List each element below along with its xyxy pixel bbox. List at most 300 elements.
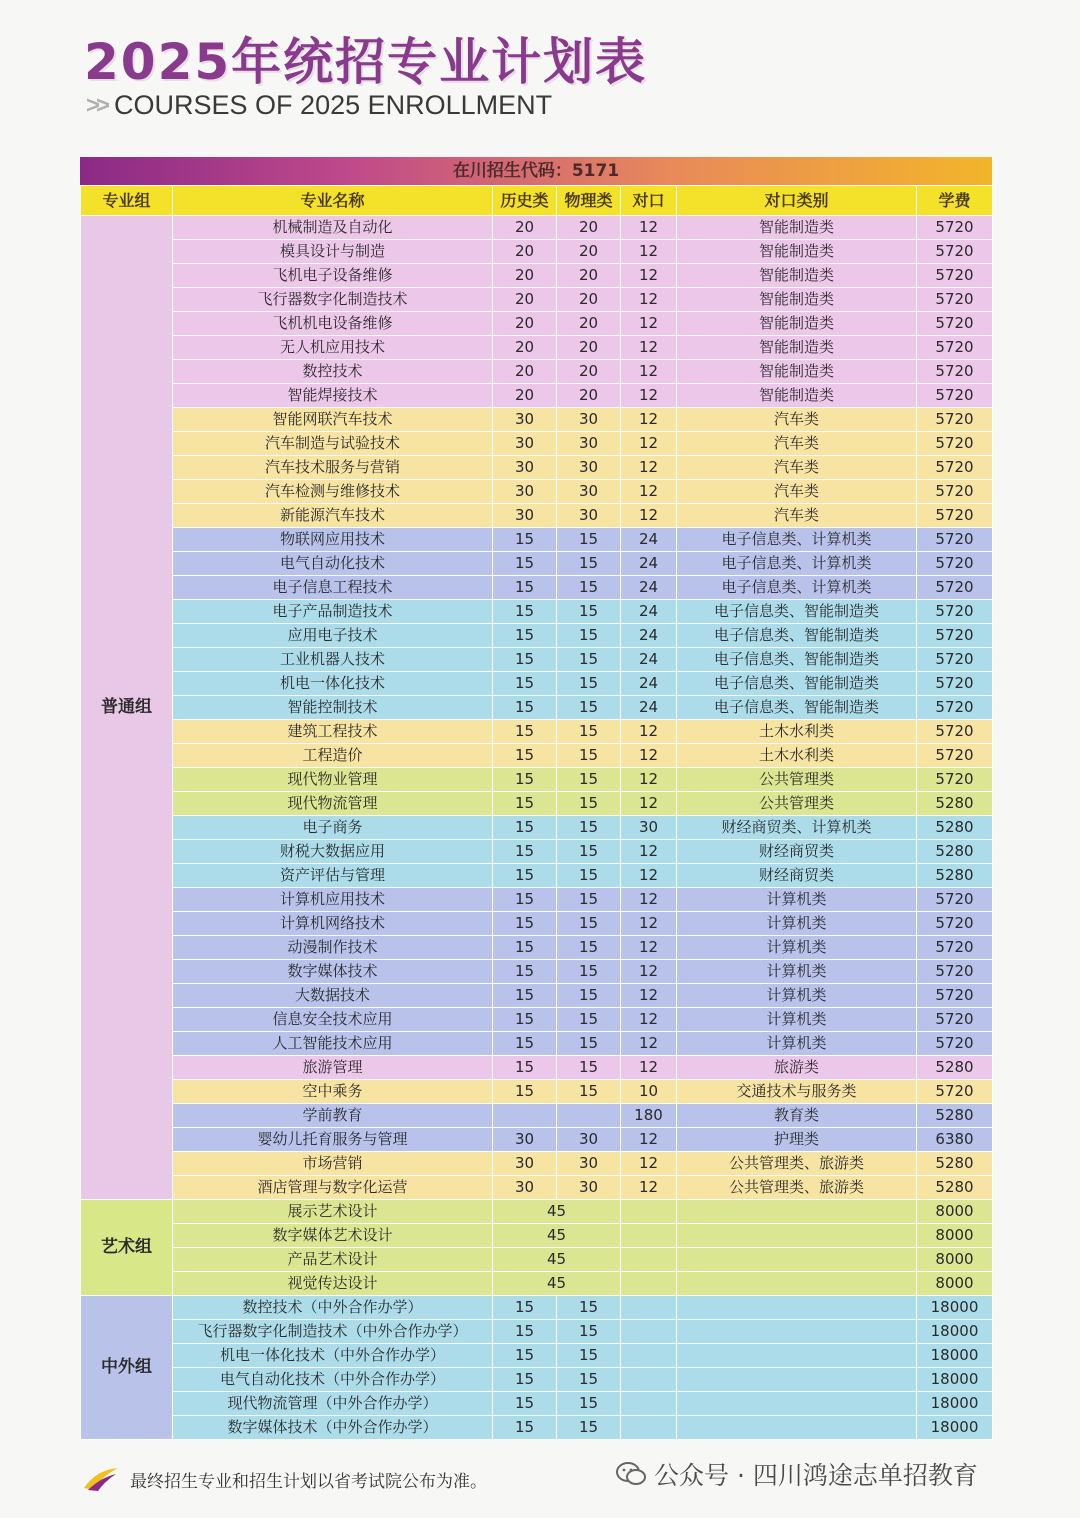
category-cell bbox=[677, 1320, 917, 1344]
history-quota-cell: 15 bbox=[493, 888, 557, 912]
duikou-cell: 24 bbox=[621, 696, 677, 720]
table-row bbox=[81, 864, 993, 888]
table-row bbox=[81, 504, 993, 528]
duikou-cell: 12 bbox=[621, 216, 677, 240]
physics-quota-cell: 15 bbox=[557, 576, 621, 600]
code-label: 在川招生代码： bbox=[452, 161, 572, 181]
category-cell: 交通技术与服务类 bbox=[677, 1080, 917, 1104]
physics-quota-cell: 20 bbox=[557, 336, 621, 360]
physics-quota-cell: 30 bbox=[557, 1128, 621, 1152]
duikou-cell: 12 bbox=[621, 936, 677, 960]
history-quota-cell: 15 bbox=[493, 816, 557, 840]
table-row bbox=[81, 312, 993, 336]
physics-quota-cell: 15 bbox=[557, 624, 621, 648]
history-quota-cell: 20 bbox=[493, 264, 557, 288]
major-name-cell: 飞机机电设备维修 bbox=[173, 312, 493, 336]
physics-quota-cell: 15 bbox=[557, 840, 621, 864]
physics-quota-cell: 20 bbox=[557, 384, 621, 408]
table-row bbox=[81, 1416, 993, 1440]
category-cell: 智能制造类 bbox=[677, 336, 917, 360]
major-name-cell: 模具设计与制造 bbox=[173, 240, 493, 264]
table-row bbox=[81, 1392, 993, 1416]
major-name-cell: 数字媒体技术（中外合作办学） bbox=[173, 1416, 493, 1440]
duikou-cell: 12 bbox=[621, 744, 677, 768]
fee-cell: 18000 bbox=[917, 1392, 993, 1416]
table-row bbox=[81, 648, 993, 672]
category-cell: 财经商贸类 bbox=[677, 840, 917, 864]
table-row bbox=[81, 1224, 993, 1248]
table-row bbox=[81, 1152, 993, 1176]
table-row bbox=[81, 480, 993, 504]
major-name-cell: 婴幼儿托育服务与管理 bbox=[173, 1128, 493, 1152]
category-cell: 公共管理类 bbox=[677, 792, 917, 816]
table-row bbox=[81, 1176, 993, 1200]
major-name-cell: 现代物业管理 bbox=[173, 768, 493, 792]
table-row bbox=[81, 1128, 993, 1152]
fee-cell: 8000 bbox=[917, 1248, 993, 1272]
history-quota-cell: 15 bbox=[493, 864, 557, 888]
category-cell: 电子信息类、智能制造类 bbox=[677, 648, 917, 672]
physics-quota-cell: 15 bbox=[557, 648, 621, 672]
fee-cell: 5720 bbox=[917, 480, 993, 504]
duikou-cell: 12 bbox=[621, 984, 677, 1008]
duikou-cell: 12 bbox=[621, 1056, 677, 1080]
fee-cell: 18000 bbox=[917, 1344, 993, 1368]
fee-cell: 5720 bbox=[917, 552, 993, 576]
history-quota-cell: 15 bbox=[493, 672, 557, 696]
col-header-fee: 学费 bbox=[917, 186, 993, 216]
brand-swoosh-icon bbox=[82, 1466, 120, 1492]
major-name-cell: 智能焊接技术 bbox=[173, 384, 493, 408]
table-row bbox=[81, 624, 993, 648]
history-quota-cell: 20 bbox=[493, 216, 557, 240]
duikou-cell bbox=[621, 1344, 677, 1368]
physics-quota-cell: 15 bbox=[557, 528, 621, 552]
table-row bbox=[81, 552, 993, 576]
table-row bbox=[81, 960, 993, 984]
history-quota-cell: 20 bbox=[493, 312, 557, 336]
category-cell: 公共管理类、旅游类 bbox=[677, 1176, 917, 1200]
duikou-cell: 12 bbox=[621, 384, 677, 408]
category-cell: 智能制造类 bbox=[677, 360, 917, 384]
category-cell bbox=[677, 1368, 917, 1392]
duikou-cell: 12 bbox=[621, 408, 677, 432]
category-cell bbox=[677, 1392, 917, 1416]
history-quota-cell: 15 bbox=[493, 1032, 557, 1056]
category-cell: 智能制造类 bbox=[677, 216, 917, 240]
major-name-cell: 飞行器数字化制造技术（中外合作办学） bbox=[173, 1320, 493, 1344]
fee-cell: 5280 bbox=[917, 864, 993, 888]
table-row bbox=[81, 1056, 993, 1080]
fee-cell: 5720 bbox=[917, 312, 993, 336]
subtitle-text: COURSES OF 2025 ENROLLMENT bbox=[114, 90, 553, 120]
major-name-cell: 电气自动化技术（中外合作办学） bbox=[173, 1368, 493, 1392]
duikou-cell: 12 bbox=[621, 480, 677, 504]
fee-cell: 5720 bbox=[917, 648, 993, 672]
physics-quota-cell: 15 bbox=[557, 1056, 621, 1080]
history-quota-cell: 15 bbox=[493, 1056, 557, 1080]
category-cell: 智能制造类 bbox=[677, 312, 917, 336]
major-name-cell: 物联网应用技术 bbox=[173, 528, 493, 552]
category-cell bbox=[677, 1296, 917, 1320]
duikou-cell: 12 bbox=[621, 768, 677, 792]
duikou-cell: 12 bbox=[621, 240, 677, 264]
history-quota-cell: 15 bbox=[493, 696, 557, 720]
history-quota-cell: 15 bbox=[493, 576, 557, 600]
major-name-cell: 财税大数据应用 bbox=[173, 840, 493, 864]
fee-cell: 5280 bbox=[917, 792, 993, 816]
major-name-cell: 机电一体化技术 bbox=[173, 672, 493, 696]
table-row bbox=[81, 408, 993, 432]
category-cell: 财经商贸类、计算机类 bbox=[677, 816, 917, 840]
history-quota-cell: 15 bbox=[493, 984, 557, 1008]
duikou-cell: 12 bbox=[621, 1008, 677, 1032]
major-name-cell: 汽车技术服务与营销 bbox=[173, 456, 493, 480]
category-cell: 电子信息类、智能制造类 bbox=[677, 600, 917, 624]
major-name-cell: 电子商务 bbox=[173, 816, 493, 840]
fee-cell: 5720 bbox=[917, 264, 993, 288]
category-cell: 土木水利类 bbox=[677, 744, 917, 768]
fee-cell: 5720 bbox=[917, 1008, 993, 1032]
category-cell: 电子信息类、智能制造类 bbox=[677, 624, 917, 648]
col-header-duikou: 对口 bbox=[621, 186, 677, 216]
fee-cell: 5720 bbox=[917, 936, 993, 960]
table-row bbox=[81, 456, 993, 480]
major-name-cell: 酒店管理与数字化运营 bbox=[173, 1176, 493, 1200]
duikou-cell: 12 bbox=[621, 1032, 677, 1056]
major-name-cell: 应用电子技术 bbox=[173, 624, 493, 648]
duikou-cell: 12 bbox=[621, 912, 677, 936]
physics-quota-cell: 15 bbox=[557, 984, 621, 1008]
fee-cell: 5720 bbox=[917, 456, 993, 480]
table-header-row bbox=[81, 186, 993, 216]
history-quota-cell: 15 bbox=[493, 960, 557, 984]
physics-quota-cell: 15 bbox=[557, 744, 621, 768]
physics-quota-cell: 30 bbox=[557, 432, 621, 456]
wechat-icon bbox=[616, 1461, 646, 1487]
history-quota-cell: 15 bbox=[493, 936, 557, 960]
fee-cell: 5720 bbox=[917, 528, 993, 552]
fee-cell: 5720 bbox=[917, 576, 993, 600]
history-quota-cell: 30 bbox=[493, 1152, 557, 1176]
category-cell: 财经商贸类 bbox=[677, 864, 917, 888]
duikou-cell bbox=[621, 1224, 677, 1248]
table-row bbox=[81, 1200, 993, 1224]
physics-quota-cell: 15 bbox=[557, 552, 621, 576]
fee-cell: 5720 bbox=[917, 384, 993, 408]
category-cell: 旅游类 bbox=[677, 1056, 917, 1080]
table-row bbox=[81, 936, 993, 960]
history-quota-cell: 15 bbox=[493, 1008, 557, 1032]
category-cell: 汽车类 bbox=[677, 408, 917, 432]
duikou-cell: 24 bbox=[621, 624, 677, 648]
category-cell bbox=[677, 1416, 917, 1440]
physics-quota-cell: 15 bbox=[557, 1296, 621, 1320]
col-header-physics: 物理类 bbox=[557, 186, 621, 216]
history-quota-cell: 15 bbox=[493, 840, 557, 864]
major-name-cell: 工业机器人技术 bbox=[173, 648, 493, 672]
table-row bbox=[81, 1296, 993, 1320]
physics-quota-cell: 15 bbox=[557, 888, 621, 912]
major-name-cell: 机电一体化技术（中外合作办学） bbox=[173, 1344, 493, 1368]
history-quota-cell: 15 bbox=[493, 912, 557, 936]
duikou-cell: 12 bbox=[621, 1176, 677, 1200]
physics-quota-cell: 20 bbox=[557, 216, 621, 240]
major-name-cell: 现代物流管理（中外合作办学） bbox=[173, 1392, 493, 1416]
duikou-cell: 12 bbox=[621, 1152, 677, 1176]
table-row bbox=[81, 1080, 993, 1104]
major-name-cell: 市场营销 bbox=[173, 1152, 493, 1176]
fee-cell: 8000 bbox=[917, 1200, 993, 1224]
history-quota-cell: 15 bbox=[493, 1080, 557, 1104]
col-header-history: 历史类 bbox=[493, 186, 557, 216]
physics-quota-cell bbox=[557, 1104, 621, 1128]
fee-cell: 5720 bbox=[917, 744, 993, 768]
history-quota-cell: 15 bbox=[493, 624, 557, 648]
table-row bbox=[81, 912, 993, 936]
physics-quota-cell: 30 bbox=[557, 1176, 621, 1200]
major-name-cell: 新能源汽车技术 bbox=[173, 504, 493, 528]
category-cell: 汽车类 bbox=[677, 480, 917, 504]
major-name-cell: 电子产品制造技术 bbox=[173, 600, 493, 624]
history-quota-cell: 20 bbox=[493, 360, 557, 384]
duikou-cell bbox=[621, 1200, 677, 1224]
category-cell: 电子信息类、智能制造类 bbox=[677, 672, 917, 696]
duikou-cell: 12 bbox=[621, 1128, 677, 1152]
table-row bbox=[81, 1368, 993, 1392]
fee-cell: 5720 bbox=[917, 360, 993, 384]
major-name-cell: 学前教育 bbox=[173, 1104, 493, 1128]
history-quota-cell: 15 bbox=[493, 720, 557, 744]
duikou-cell: 12 bbox=[621, 336, 677, 360]
duikou-cell: 10 bbox=[621, 1080, 677, 1104]
table-row bbox=[81, 1320, 993, 1344]
fee-cell: 5720 bbox=[917, 432, 993, 456]
fee-cell: 5720 bbox=[917, 672, 993, 696]
category-cell: 计算机类 bbox=[677, 984, 917, 1008]
physics-quota-cell: 15 bbox=[557, 696, 621, 720]
fee-cell: 5280 bbox=[917, 816, 993, 840]
table-row bbox=[81, 528, 993, 552]
history-quota-cell: 30 bbox=[493, 1128, 557, 1152]
duikou-cell: 30 bbox=[621, 816, 677, 840]
table-row bbox=[81, 984, 993, 1008]
category-cell: 计算机类 bbox=[677, 936, 917, 960]
physics-quota-cell: 15 bbox=[557, 936, 621, 960]
fee-cell: 5280 bbox=[917, 1152, 993, 1176]
group-name-cell: 艺术组 bbox=[81, 1200, 173, 1296]
major-name-cell: 数字媒体技术 bbox=[173, 960, 493, 984]
fee-cell: 18000 bbox=[917, 1416, 993, 1440]
fee-cell: 5720 bbox=[917, 1080, 993, 1104]
major-name-cell: 计算机网络技术 bbox=[173, 912, 493, 936]
category-cell: 公共管理类 bbox=[677, 768, 917, 792]
duikou-cell bbox=[621, 1320, 677, 1344]
history-quota-cell: 15 bbox=[493, 792, 557, 816]
fee-cell: 5720 bbox=[917, 408, 993, 432]
physics-quota-cell: 20 bbox=[557, 360, 621, 384]
footer-note bbox=[82, 1466, 487, 1492]
col-header-major: 专业名称 bbox=[173, 186, 493, 216]
fee-cell: 18000 bbox=[917, 1368, 993, 1392]
fee-cell: 5280 bbox=[917, 840, 993, 864]
history-quota-cell: 15 bbox=[493, 1296, 557, 1320]
table-row bbox=[81, 840, 993, 864]
combined-quota-cell: 45 bbox=[493, 1200, 621, 1224]
physics-quota-cell: 15 bbox=[557, 1368, 621, 1392]
page-subtitle bbox=[86, 90, 552, 121]
table-row bbox=[81, 792, 993, 816]
category-cell: 计算机类 bbox=[677, 960, 917, 984]
admission-code-bar bbox=[80, 157, 992, 185]
history-quota-cell: 20 bbox=[493, 384, 557, 408]
physics-quota-cell: 15 bbox=[557, 864, 621, 888]
table-row bbox=[81, 1248, 993, 1272]
combined-quota-cell: 45 bbox=[493, 1224, 621, 1248]
category-cell bbox=[677, 1344, 917, 1368]
fee-cell: 5720 bbox=[917, 720, 993, 744]
category-cell: 智能制造类 bbox=[677, 288, 917, 312]
physics-quota-cell: 15 bbox=[557, 792, 621, 816]
major-name-cell: 动漫制作技术 bbox=[173, 936, 493, 960]
history-quota-cell: 15 bbox=[493, 600, 557, 624]
physics-quota-cell: 15 bbox=[557, 1416, 621, 1440]
major-name-cell: 空中乘务 bbox=[173, 1080, 493, 1104]
duikou-cell: 12 bbox=[621, 456, 677, 480]
history-quota-cell: 20 bbox=[493, 336, 557, 360]
table-row bbox=[81, 1104, 993, 1128]
major-name-cell: 现代物流管理 bbox=[173, 792, 493, 816]
table-row bbox=[81, 816, 993, 840]
category-cell: 计算机类 bbox=[677, 1008, 917, 1032]
fee-cell: 5720 bbox=[917, 504, 993, 528]
duikou-cell bbox=[621, 1272, 677, 1296]
major-name-cell: 数字媒体艺术设计 bbox=[173, 1224, 493, 1248]
category-cell bbox=[677, 1272, 917, 1296]
physics-quota-cell: 30 bbox=[557, 408, 621, 432]
duikou-cell: 12 bbox=[621, 888, 677, 912]
table-row bbox=[81, 384, 993, 408]
category-cell: 汽车类 bbox=[677, 456, 917, 480]
table-row bbox=[81, 240, 993, 264]
duikou-cell: 12 bbox=[621, 288, 677, 312]
major-name-cell: 展示艺术设计 bbox=[173, 1200, 493, 1224]
table-body bbox=[81, 216, 993, 1440]
category-cell bbox=[677, 1248, 917, 1272]
col-header-category: 对口类别 bbox=[677, 186, 917, 216]
duikou-cell: 24 bbox=[621, 576, 677, 600]
category-cell: 计算机类 bbox=[677, 912, 917, 936]
physics-quota-cell: 15 bbox=[557, 1032, 621, 1056]
category-cell: 电子信息类、计算机类 bbox=[677, 528, 917, 552]
duikou-cell: 24 bbox=[621, 528, 677, 552]
fee-cell: 5720 bbox=[917, 768, 993, 792]
double-chevron-icon: >> bbox=[86, 91, 107, 119]
table-row bbox=[81, 1344, 993, 1368]
fee-cell: 8000 bbox=[917, 1224, 993, 1248]
physics-quota-cell: 15 bbox=[557, 1320, 621, 1344]
history-quota-cell: 20 bbox=[493, 288, 557, 312]
history-quota-cell: 30 bbox=[493, 408, 557, 432]
duikou-cell: 12 bbox=[621, 312, 677, 336]
category-cell: 智能制造类 bbox=[677, 384, 917, 408]
major-name-cell: 资产评估与管理 bbox=[173, 864, 493, 888]
fee-cell: 5720 bbox=[917, 696, 993, 720]
enrollment-table-wrap bbox=[80, 157, 992, 1440]
category-cell: 智能制造类 bbox=[677, 240, 917, 264]
history-quota-cell: 30 bbox=[493, 480, 557, 504]
history-quota-cell: 30 bbox=[493, 1176, 557, 1200]
physics-quota-cell: 15 bbox=[557, 1008, 621, 1032]
category-cell bbox=[677, 1224, 917, 1248]
table-row bbox=[81, 336, 993, 360]
duikou-cell: 12 bbox=[621, 720, 677, 744]
fee-cell: 5280 bbox=[917, 1056, 993, 1080]
category-cell: 汽车类 bbox=[677, 432, 917, 456]
duikou-cell: 24 bbox=[621, 648, 677, 672]
combined-quota-cell: 45 bbox=[493, 1272, 621, 1296]
major-name-cell: 智能网联汽车技术 bbox=[173, 408, 493, 432]
fee-cell: 5720 bbox=[917, 624, 993, 648]
category-cell: 电子信息类、计算机类 bbox=[677, 552, 917, 576]
enrollment-table bbox=[80, 185, 993, 1440]
category-cell: 计算机类 bbox=[677, 888, 917, 912]
table-row bbox=[81, 360, 993, 384]
physics-quota-cell: 15 bbox=[557, 720, 621, 744]
major-name-cell: 视觉传达设计 bbox=[173, 1272, 493, 1296]
duikou-cell: 24 bbox=[621, 552, 677, 576]
history-quota-cell: 30 bbox=[493, 504, 557, 528]
history-quota-cell bbox=[493, 1104, 557, 1128]
duikou-cell: 12 bbox=[621, 264, 677, 288]
major-name-cell: 数控技术 bbox=[173, 360, 493, 384]
physics-quota-cell: 15 bbox=[557, 1080, 621, 1104]
physics-quota-cell: 20 bbox=[557, 264, 621, 288]
admission-code: 5171 bbox=[571, 161, 620, 181]
physics-quota-cell: 15 bbox=[557, 960, 621, 984]
history-quota-cell: 15 bbox=[493, 552, 557, 576]
major-name-cell: 机械制造及自动化 bbox=[173, 216, 493, 240]
physics-quota-cell: 15 bbox=[557, 768, 621, 792]
fee-cell: 5720 bbox=[917, 600, 993, 624]
duikou-cell: 24 bbox=[621, 672, 677, 696]
major-name-cell: 智能控制技术 bbox=[173, 696, 493, 720]
table-row bbox=[81, 1032, 993, 1056]
table-row bbox=[81, 768, 993, 792]
duikou-cell: 12 bbox=[621, 432, 677, 456]
physics-quota-cell: 20 bbox=[557, 240, 621, 264]
duikou-cell: 12 bbox=[621, 360, 677, 384]
table-row bbox=[81, 720, 993, 744]
category-cell: 汽车类 bbox=[677, 504, 917, 528]
history-quota-cell: 15 bbox=[493, 1416, 557, 1440]
watermark bbox=[616, 1456, 978, 1492]
fee-cell: 18000 bbox=[917, 1296, 993, 1320]
combined-quota-cell: 45 bbox=[493, 1248, 621, 1272]
fee-cell: 5720 bbox=[917, 336, 993, 360]
group-name-cell: 普通组 bbox=[81, 216, 173, 1200]
fee-cell: 5720 bbox=[917, 960, 993, 984]
fee-cell: 8000 bbox=[917, 1272, 993, 1296]
history-quota-cell: 15 bbox=[493, 744, 557, 768]
duikou-cell: 12 bbox=[621, 840, 677, 864]
major-name-cell: 数控技术（中外合作办学） bbox=[173, 1296, 493, 1320]
major-name-cell: 旅游管理 bbox=[173, 1056, 493, 1080]
fee-cell: 5280 bbox=[917, 1104, 993, 1128]
major-name-cell: 汽车制造与试验技术 bbox=[173, 432, 493, 456]
history-quota-cell: 30 bbox=[493, 432, 557, 456]
table-row bbox=[81, 1272, 993, 1296]
